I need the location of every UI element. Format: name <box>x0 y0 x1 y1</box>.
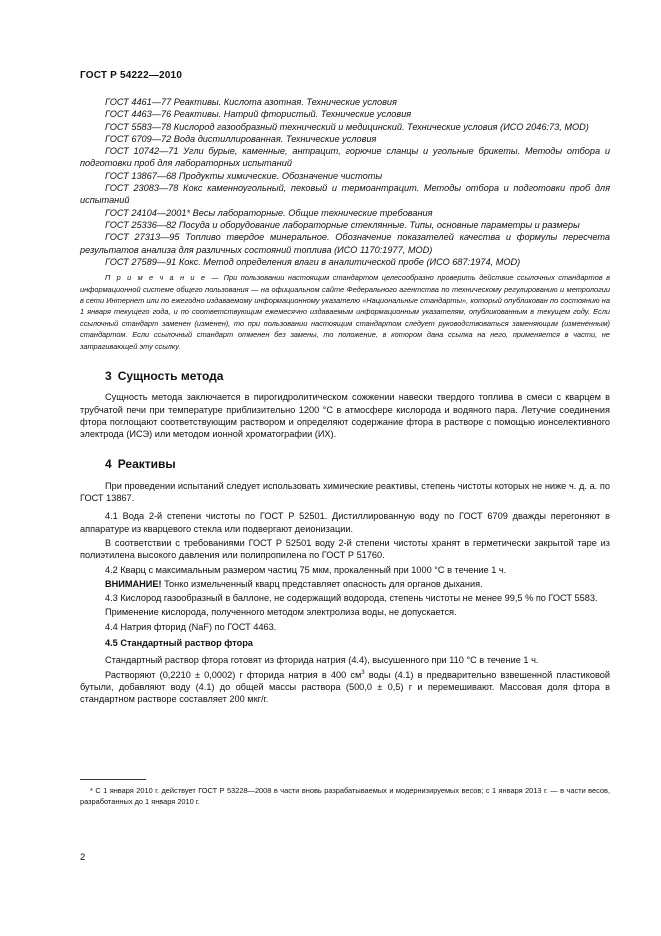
reference-item: ГОСТ 4463—76 Реактивы. Натрий фтористый. Технические условия <box>105 109 412 120</box>
dissolution-text-start: Растворяют (0,2210 ± 0,0002) г фторида натрия в 400 см <box>105 669 362 680</box>
section-title: Реактивы <box>117 457 176 472</box>
reference-item: ГОСТ 13867—68 Продукты химические. Обозначение чистоты <box>105 170 383 181</box>
references-note <box>80 272 610 352</box>
warning-label: ВНИМАНИЕ! <box>105 578 162 589</box>
subsection-4-5-heading: 4.5 Стандартный раствор фтора <box>105 638 253 649</box>
reference-item: ГОСТ 10742—71 Угли бурые, каменные, антрацит, горючие сланцы и угольные брикеты. Методы отбора и подготовки проб для лабораторных испытаний <box>80 146 610 169</box>
reference-item: ГОСТ 27313—95 Топливо твердое минеральное. Обозначение показателей качества и формулы пересчета результатов анализа для различных состояний топлива (ИСО 1170:1977, MOD) <box>80 232 610 255</box>
normative-references-list <box>80 96 610 268</box>
section-number: 4 <box>105 457 112 472</box>
note-label: П р и м е ч а н и е — <box>105 273 221 283</box>
note-text: При пользовании настоящим стандартом целесообразно проверить действие ссылочных стандартов в информационной системе общего пользования — на официальном сайте Федерального агентства по техническому регулированию и метрологии в сети Интернет или по ежегодно издаваемому информационному указателю «Национальные стандарты», который опубликован по состоянию на 1 января текущего года, и по соответствующим ежемесячно издаваемым информационным указателям, опубликованным в текущем году. Если ссылочный стандарт заменен (изменен), то при пользовании настоящим стандартом следует руководствоваться заменяющим (измененным) стандартом. Если ссылочный стандарт отменен без замены, то положение, в котором дана ссылка на него, применяется в части, не затрагивающей эту ссылку. <box>80 273 610 351</box>
clause-4-5-preparation: Стандартный раствор фтора готовят из фторида натрия (4.4), высушенного при 110 °С в течение 1 ч. <box>105 655 539 666</box>
reference-item: ГОСТ 23083—78 Кокс каменноугольный, пековый и термоантрацит. Методы отбора и подготовки проб для испытаний <box>80 183 610 206</box>
reference-item: ГОСТ 27589—91 Кокс. Метод определения влаги в аналитической пробе (ИСО 687:1974, MOD) <box>105 256 521 267</box>
warning-paragraph <box>80 578 610 590</box>
reference-item: ГОСТ 4461—77 Реактивы. Кислота азотная. Технические условия <box>105 97 397 107</box>
page-number: 2 <box>80 852 86 863</box>
document-header: ГОСТ Р 54222—2010 <box>80 70 183 81</box>
reagents-intro: При проведении испытаний следует использовать химические реактивы, степень чистоты которых не ниже ч. д. а. по ГОСТ 13867. <box>80 480 610 504</box>
clause-4-5-dissolution <box>80 669 610 706</box>
page-content <box>80 96 610 708</box>
section-4-heading <box>105 458 610 470</box>
unit-exponent: 3 <box>361 669 365 676</box>
reference-item: ГОСТ 6709—72 Вода дистиллированная. Технические условия <box>105 133 377 144</box>
reference-item: ГОСТ 5583—78 Кислород газообразный технический и медицинский. Технические условия (ИСО 2046:73, MOD) <box>105 121 589 132</box>
reference-item: ГОСТ 25336—82 Посуда и оборудование лабораторные стеклянные. Типы, основные параметры и размеры <box>105 219 580 230</box>
clause-4-3-restriction: Применение кислорода, полученного методом электролиза воды, не допускается. <box>105 607 457 618</box>
footnote-divider <box>80 779 146 780</box>
section-3-heading <box>105 370 610 382</box>
clause-4-1: 4.1 Вода 2-й степени чистоты по ГОСТ Р 52501. Дистиллированную воду по ГОСТ 6709 дважды перегоняют в аппаратуре из кварцевого стекла или подвергают деионизации. <box>80 511 610 534</box>
footnote: * С 1 января 2010 г. действует ГОСТ Р 53228—2008 в части вновь разрабатываемых и модернизируемых весов; с 1 января 2013 г. — в части весов, разработанных до 1 января 2010 г. <box>80 786 610 806</box>
clause-4-4: 4.4 Натрия фторид (NaF) по ГОСТ 4463. <box>105 621 277 632</box>
clause-4-3: 4.3 Кислород газообразный в баллоне, не содержащий водорода, степень чистоты не менее 99,5 % по ГОСТ 5583. <box>105 593 598 604</box>
warning-text: Тонко измельченный кварц представляет опасность для органов дыхания. <box>161 578 483 589</box>
clause-4-2: 4.2 Кварц с максимальным размером частиц 75 мкм, прокаленный при 1000 °С в течение 1 ч. <box>105 564 507 575</box>
section-title: Сущность метода <box>117 369 224 383</box>
section-3-text: Сущность метода заключается в пирогидролитическом сожжении навески твердого топлива в смеси с кварцем в трубчатой печи при температуре приблизительно 1200 °С в атмосфере кислорода и водяного пара. Летучие соединения фтора поглощают соответствующим раствором и определяют содержание фтора в растворе с помощью ионселективного электрода (ИСЭ) или методом ионной хроматографии (ИХ). <box>80 392 610 440</box>
reference-item: ГОСТ 24104—2001* Весы лабораторные. Общие технические требования <box>105 207 433 218</box>
dissolution-text-end: воды (4.1) в предварительно взвешенной пластиковой бутыли, добавляют воду (4.1) до общей массы раствора (500,0 ± 0,5) г и перемешивают. Массовая доля фтора в стандартном растворе составляет 200 мкг/г. <box>80 669 611 705</box>
clause-4-1-storage: В соответствии с требованиями ГОСТ Р 52501 воду 2-й степени чистоты хранят в герметически закрытой таре из полиэтилена высокого давления или полипропилена по ГОСТ Р 51760. <box>80 537 610 561</box>
section-number: 3 <box>105 369 112 383</box>
